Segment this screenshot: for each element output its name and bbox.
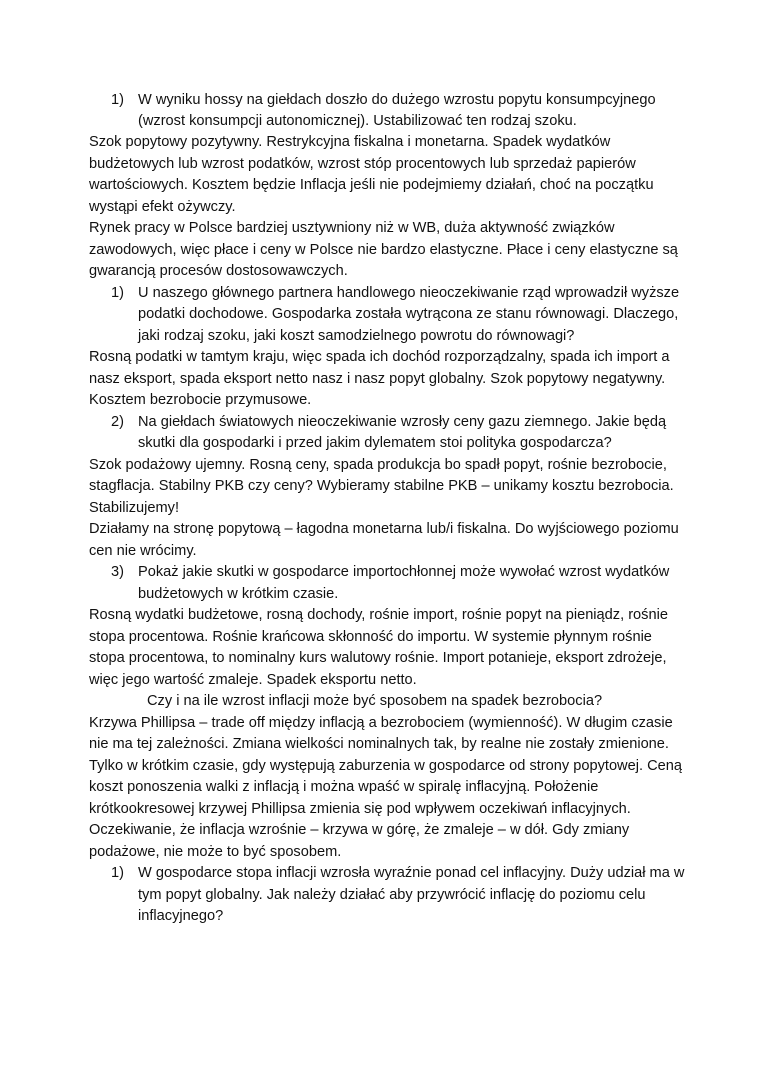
answer-line: Rynek pracy w Polsce bardziej usztywniony niż w WB, duża aktywność związków xyxy=(89,220,615,236)
answer-line: wartościowych. Kosztem będzie Inflacja jeśli nie podejmiemy działań, choć na początku xyxy=(89,177,654,193)
list-number: 2) xyxy=(111,414,124,430)
answer-line: Oczekiwanie, że inflacja wzrośnie – krzywa w górę, że zmaleje – w dół. Gdy zmiany xyxy=(89,822,630,838)
answer-line: Stabilizujemy! xyxy=(89,500,180,516)
answer-line: nasz eksport, spada eksport netto nasz i nasz popyt globalny. Szok popytowy negatywny. xyxy=(89,371,666,387)
question-line: jaki rodzaj szoku, jaki koszt samodzielnego powrotu do równowagi? xyxy=(138,328,575,344)
answer-line: Rosną wydatki budżetowe, rosną dochody, rośnie import, rośnie popyt na pieniądz, rośnie xyxy=(89,607,668,623)
answer-line: gwarancją procesów dostosowawczych. xyxy=(89,263,348,279)
list-number: 3) xyxy=(111,564,124,580)
answer-line: więc jego wartość zmaleje. Spadek eksportu netto. xyxy=(89,672,417,688)
answer-line: stopa procentowa, to nominalny kurs walutowy rośnie. Import potanieje, eksport zdrożeje, xyxy=(89,650,667,666)
answer-line: Kosztem bezrobocie przymusowe. xyxy=(89,392,312,408)
question-line: Czy i na ile wzrost inflacji może być sposobem na spadek bezrobocia? xyxy=(147,693,603,709)
answer-line: Tylko w krótkim czasie, gdy występują zaburzenia w gospodarce od strony popytowej. Ceną xyxy=(89,758,682,774)
question-line: podatki dochodowe. Gospodarka została wytrącona ze stanu równowagi. Dlaczego, xyxy=(138,306,679,322)
answer-line: koszt ponoszenia walki z inflacją i można wpaść w spiralę inflacyjną. Położenie xyxy=(89,779,599,795)
list-number: 1) xyxy=(111,285,124,301)
question-line: W wyniku hossy na giełdach doszło do dużego wzrostu popytu konsumpcyjnego xyxy=(138,92,656,108)
list-number: 1) xyxy=(111,92,124,108)
question-line: Pokaż jakie skutki w gospodarce importochłonnej może wywołać wzrost wydatków xyxy=(138,564,670,580)
list-number: 1) xyxy=(111,865,124,881)
question-line: budżetowych w krótkim czasie. xyxy=(138,586,339,602)
question-line: skutki dla gospodarki i przed jakim dylematem stoi polityka gospodarcza? xyxy=(138,435,612,451)
answer-line: cen nie wrócimy. xyxy=(89,543,197,559)
answer-line: zawodowych, więc płace i ceny w Polsce nie bardzo elastyczne. Płace i ceny elastyczne są xyxy=(89,242,678,258)
question-line: W gospodarce stopa inflacji wzrosła wyraźnie ponad cel inflacyjny. Duży udział ma w xyxy=(138,865,685,881)
answer-line: Krzywa Phillipsa – trade off między inflacją a bezrobociem (wymienność). W długim czasie xyxy=(89,715,673,731)
answer-line: Szok popytowy pozytywny. Restrykcyjna fiskalna i monetarna. Spadek wydatków xyxy=(89,134,611,150)
answer-line: stagflacja. Stabilny PKB czy ceny? Wybieramy stabilne PKB – unikamy kosztu bezrobocia. xyxy=(89,478,674,494)
answer-line: krótkookresowej krzywej Phillipsa zmienia się pod wpływem oczekiwań inflacyjnych. xyxy=(89,801,631,817)
answer-line: Rosną podatki w tamtym kraju, więc spada ich dochód rozporządzalny, spada ich import a xyxy=(89,349,670,365)
question-line: Na giełdach światowych nieoczekiwanie wzrosły ceny gazu ziemnego. Jakie będą xyxy=(138,414,667,430)
answer-line: Szok podażowy ujemny. Rosną ceny, spada produkcja bo spadł popyt, rośnie bezrobocie, xyxy=(89,457,667,473)
answer-line: Działamy na stronę popytową – łagodna monetarna lub/i fiskalna. Do wyjściowego poziomu xyxy=(89,521,679,537)
answer-line: budżetowych lub wzrost podatków, wzrost stóp procentowych lub sprzedaż papierów xyxy=(89,156,636,172)
answer-line: wystąpi efekt ożywczy. xyxy=(89,199,236,215)
question-line: (wzrost konsumpcji autonomicznej). Ustabilizować ten rodzaj szoku. xyxy=(138,113,577,129)
answer-line: podażowe, nie może to być sposobem. xyxy=(89,844,342,860)
question-line: U naszego głównego partnera handlowego nieoczekiwanie rząd wprowadził wyższe xyxy=(138,285,680,301)
answer-line: stopa procentowa. Rośnie krańcowa skłonność do importu. W systemie płynnym rośnie xyxy=(89,629,652,645)
answer-line: nie ma tej zależności. Zmiana wielkości nominalnych tak, by realne nie zostały zmienione. xyxy=(89,736,669,752)
question-line: tym popyt globalny. Jak należy działać aby przywrócić inflację do poziomu celu xyxy=(138,887,646,903)
question-line: inflacyjnego? xyxy=(138,908,224,924)
